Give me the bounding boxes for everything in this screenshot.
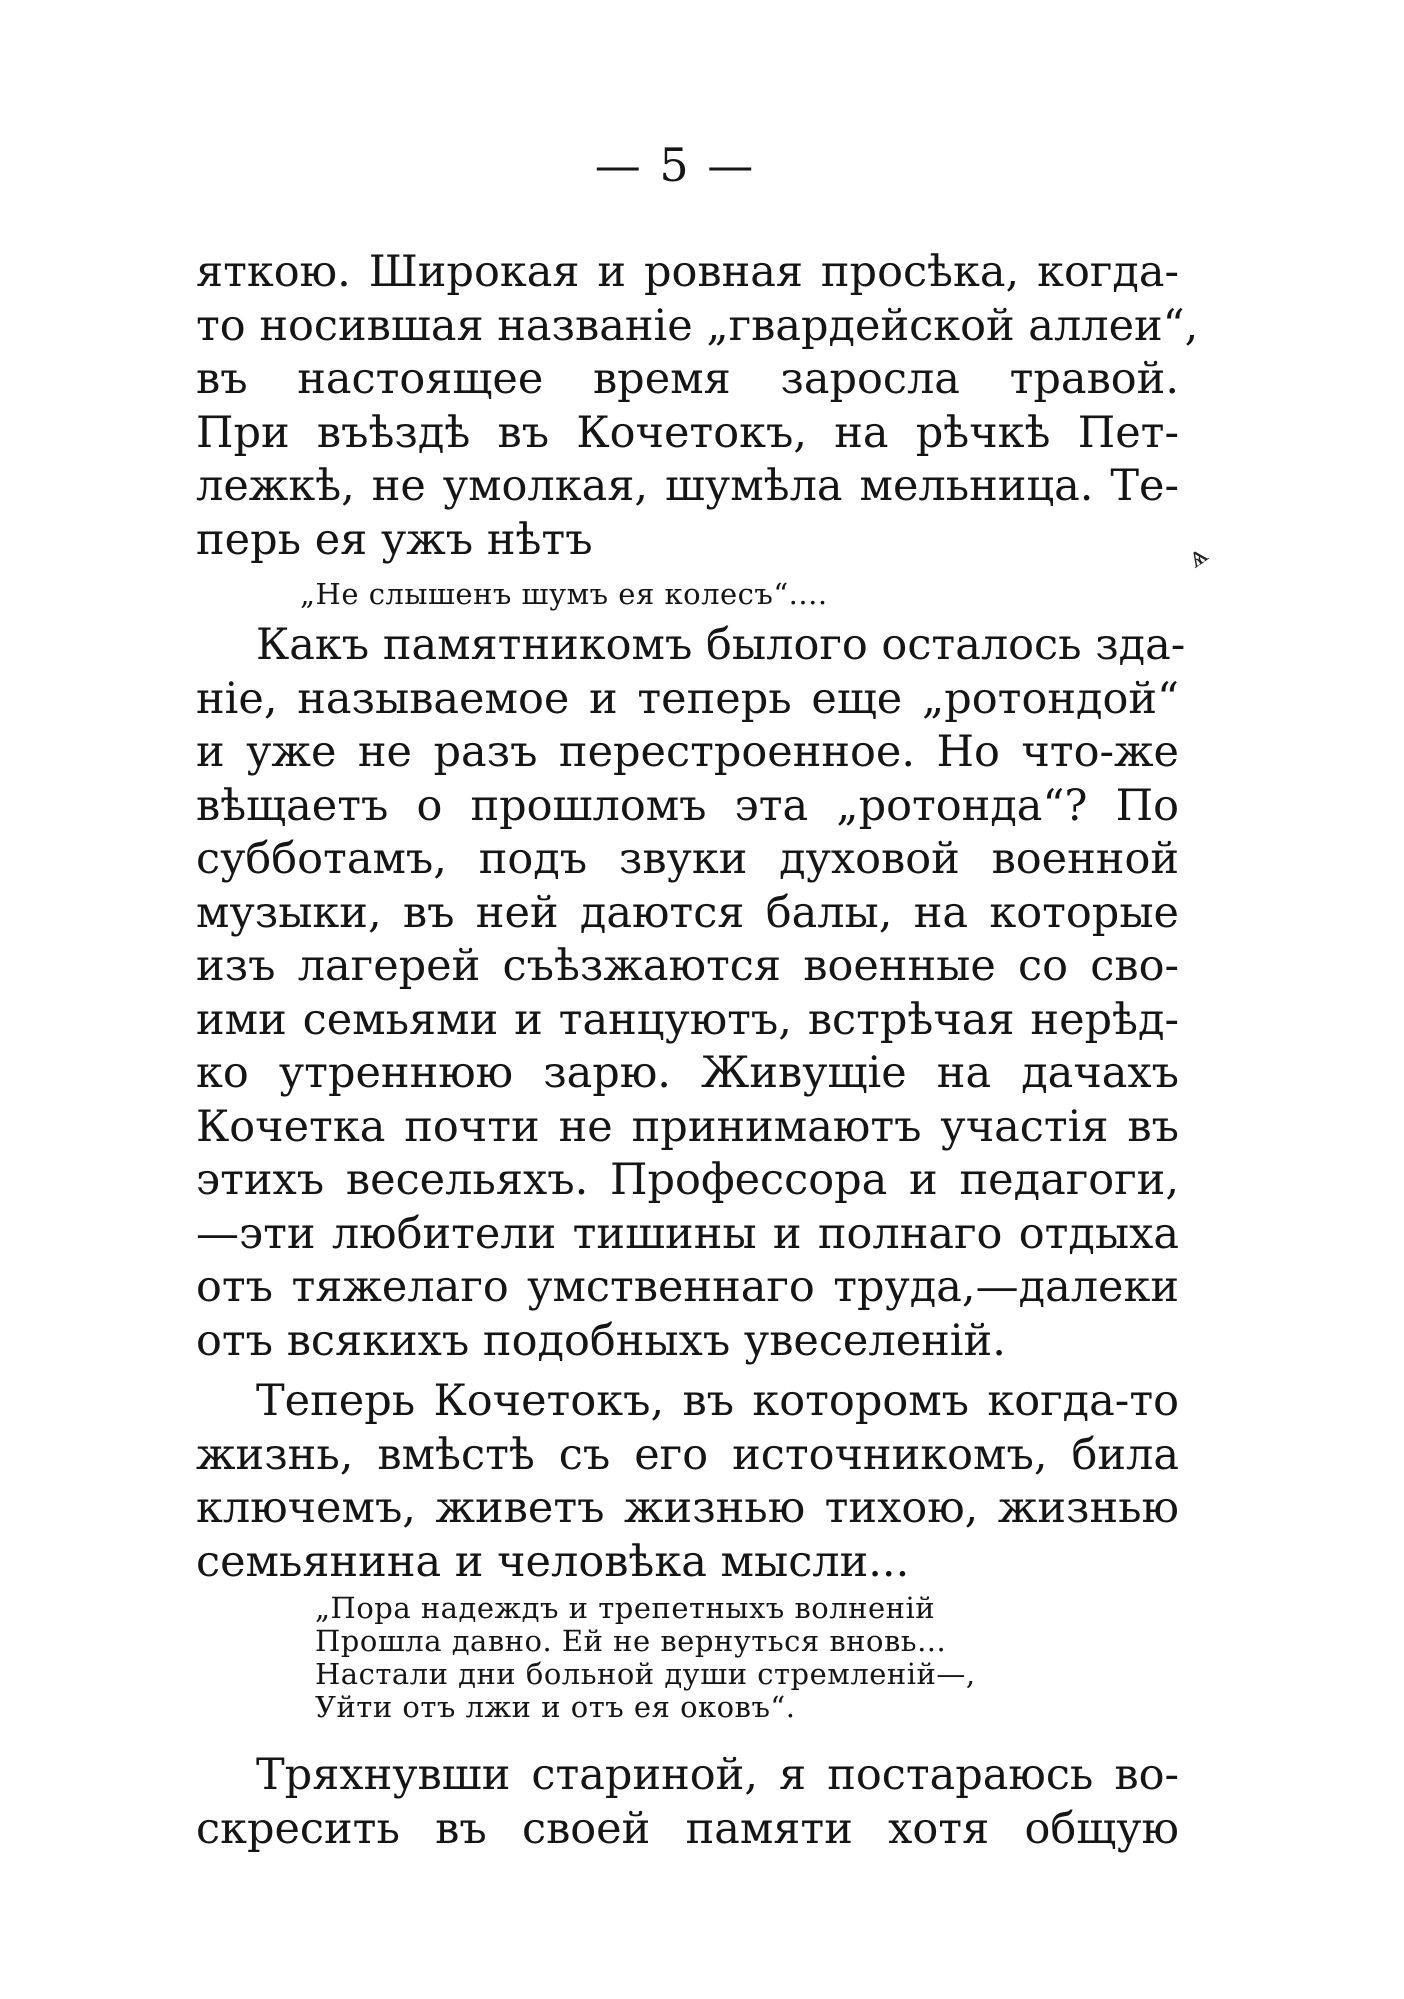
text-line: субботамъ, подъ звуки духовой военной [196, 834, 1179, 884]
paragraph-rotonda [196, 619, 1186, 1368]
verse-line: Уйти отъ лжи и отъ ея оковъ“. [315, 1690, 796, 1724]
text-line: Теперь Кочетокъ, въ которомъ когда-то [256, 1376, 1179, 1426]
page-number: — 5 — [594, 138, 756, 192]
text-line: лежкѣ, не умолкая, шумѣла мельница. Те- [196, 461, 1179, 511]
text-line: скресить въ своей памяти хотя общую [196, 1803, 1179, 1854]
text-line: то носившая названіе „гвардейской аллеи“, [196, 300, 1199, 351]
text-line: въ настоящее время заросла травой. [196, 354, 1179, 404]
paragraph-final [196, 1749, 1179, 1856]
verse-block [315, 1592, 976, 1724]
quote-line: „Не слышенъ шумъ ея колесъ“.... [300, 577, 828, 611]
text-line: изъ лагерей съѣзжаются военные со сво- [196, 941, 1179, 991]
paragraph-kochetok [196, 1375, 1179, 1589]
text-line: вѣщаетъ о прошломъ эта „ротонда“? По [196, 780, 1179, 831]
text-line: музыки, въ ней даются балы, на которые [196, 887, 1179, 938]
text-line: яткою. Широкая и ровная просѣка, когда- [196, 247, 1179, 297]
verse-line: Прошла давно. Ей не вернуться вновь... [315, 1624, 947, 1658]
verse-line: Настали дни больной души стремленій—, [315, 1657, 976, 1691]
text-line: ніе, называемое и теперь еще „ротондой“ [196, 673, 1179, 724]
text-line: Кочетка почти не принимаютъ участія въ [196, 1101, 1179, 1152]
text-line: отъ тяжелаго умственнаго труда,—далеки [196, 1262, 1179, 1312]
margin-mark: ѧ [1179, 536, 1215, 575]
text-line: и уже не разъ перестроенное. Но что-же [196, 727, 1179, 777]
verse-line: „Пора надеждъ и трепетныхъ волненій [315, 1591, 936, 1625]
text-line: ко утреннюю зарю. Живущіе на дачахъ [196, 1048, 1179, 1098]
text-line: При въѣздѣ въ Кочетокъ, на рѣчкѣ Пет- [196, 407, 1179, 458]
text-line: отъ всякихъ подобныхъ увеселеній. [196, 1315, 1006, 1366]
text-line: Какъ памятникомъ былого осталось зда- [256, 620, 1186, 670]
text-line: перь ея ужъ нѣтъ [196, 514, 593, 565]
text-line: Тряхнувши стариной, я постараюсь во- [256, 1750, 1179, 1800]
text-line: ими семьями и танцуютъ, встрѣчая нерѣд- [196, 994, 1179, 1045]
text-line: семьянина и человѣка мысли... [196, 1536, 910, 1587]
text-line: ключемъ, живетъ жизнью тихою, жизнью [196, 1483, 1179, 1533]
text-line: жизнь, вмѣстѣ съ его источникомъ, била [196, 1429, 1179, 1480]
text-line: —эти любители тишины и полнаго отдыха [196, 1208, 1179, 1259]
intro-paragraph [196, 246, 1199, 567]
text-line: этихъ весельяхъ. Профессора и педагоги, [196, 1155, 1179, 1205]
